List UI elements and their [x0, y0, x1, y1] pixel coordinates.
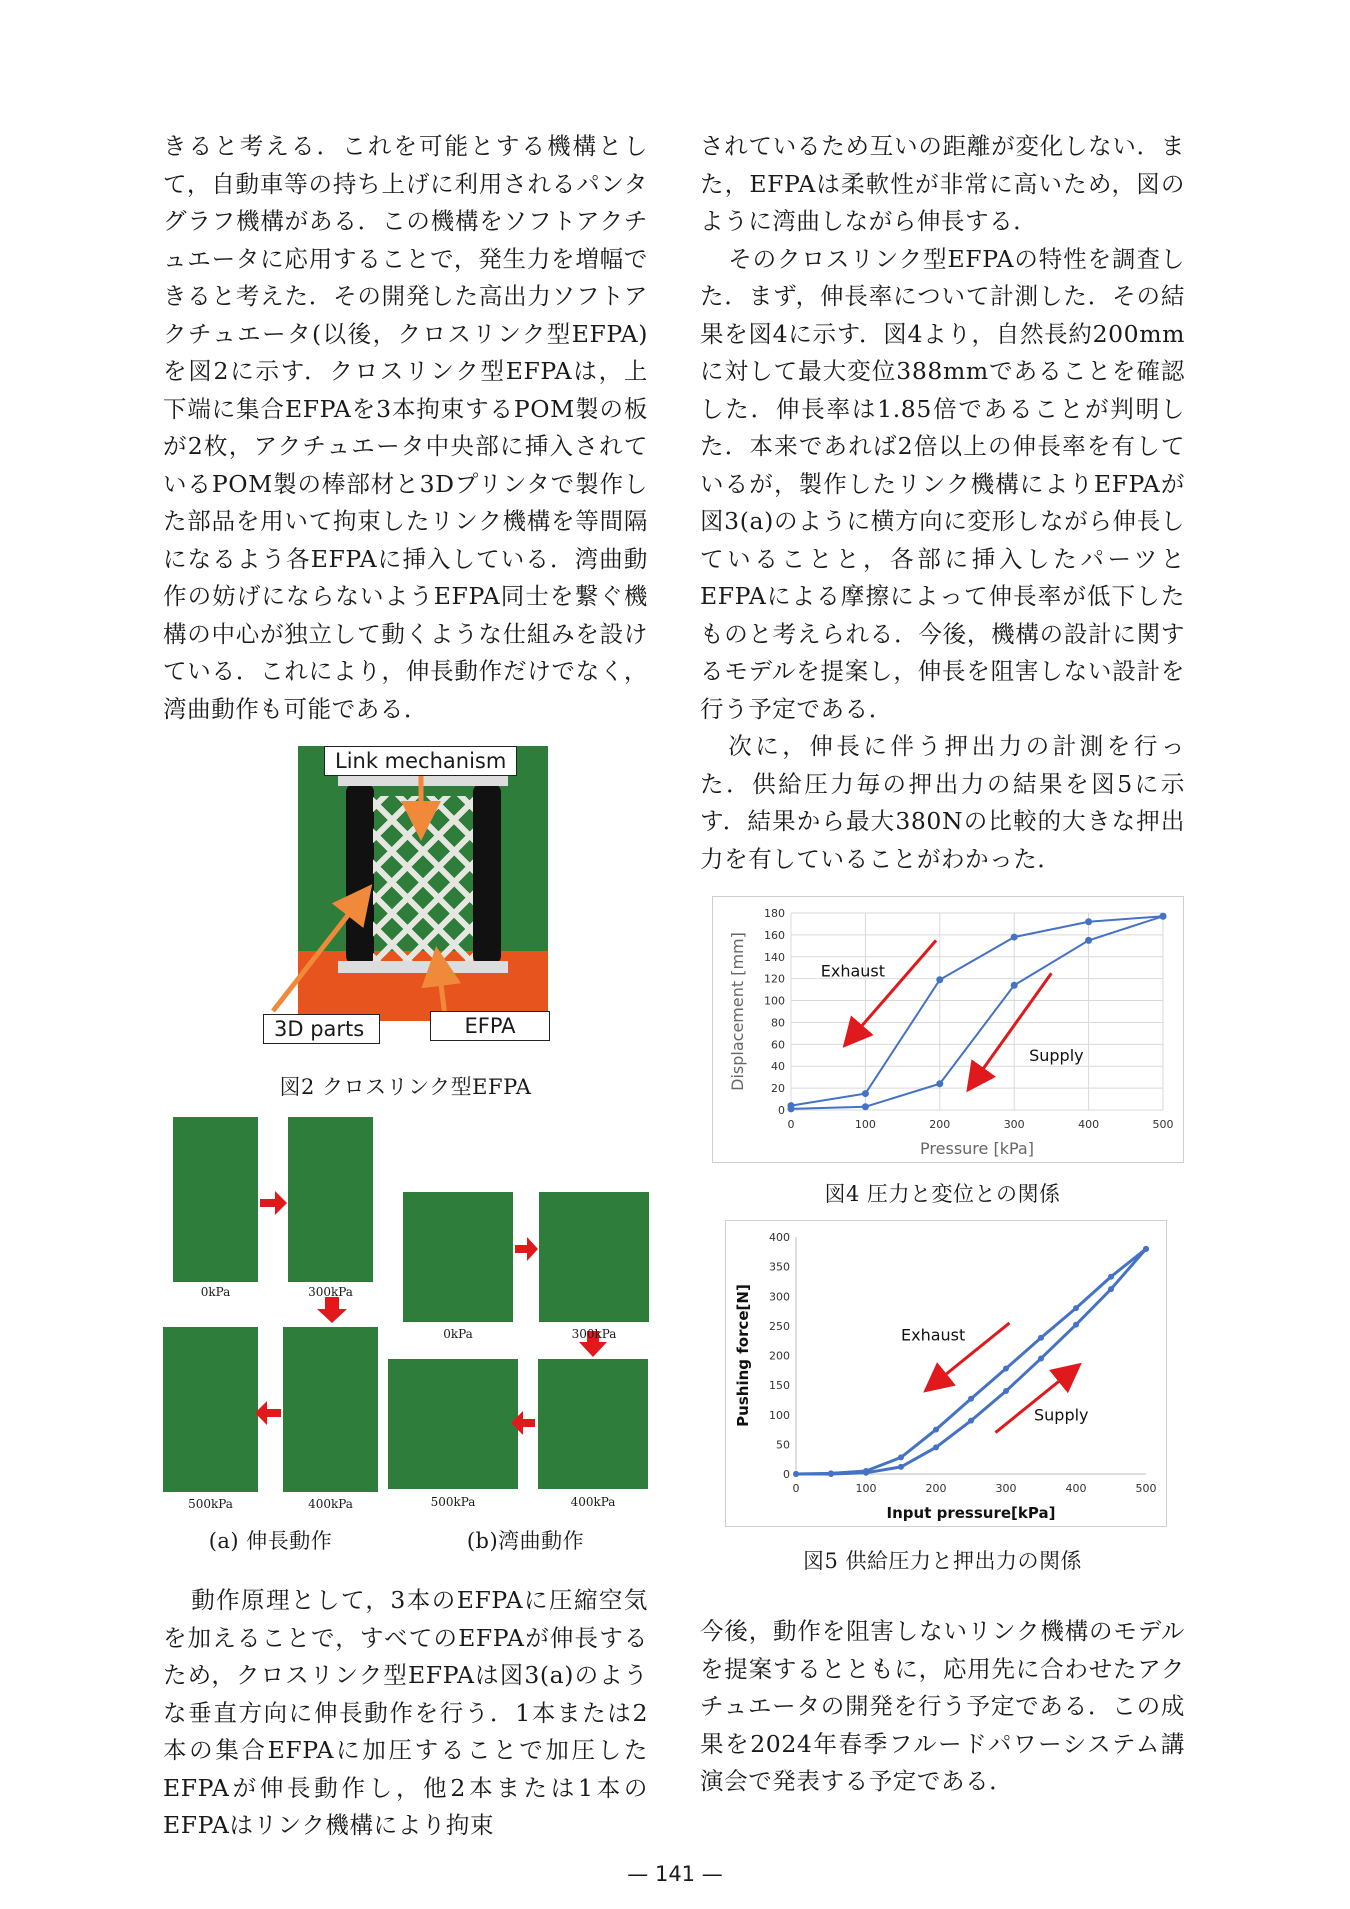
figure-3b-label-1: 300kPa	[571, 1327, 617, 1341]
fig5-xtick-5: 500	[1135, 1482, 1157, 1495]
fig5-annotation-supply: Supply	[1034, 1405, 1089, 1425]
fig4-series-exhaust-point-1	[862, 1090, 869, 1097]
fig5-series-supply-point-9	[1108, 1286, 1114, 1292]
fig5-ytick-3: 150	[769, 1379, 790, 1393]
fig4-ytick-0: 0	[778, 1104, 785, 1117]
fig5-ytick-4: 200	[769, 1349, 790, 1363]
fig5-ylabel: Pushing force[N]	[734, 1284, 752, 1427]
fig5-series-exhaust-point-1	[828, 1470, 834, 1476]
figure-3b-label-0: 0kPa	[443, 1327, 473, 1341]
figure-3a-label-0: 0kPa	[200, 1285, 231, 1299]
fig5-series-exhaust-point-10	[1143, 1246, 1149, 1252]
fig4-xtick-2: 200	[929, 1118, 951, 1131]
left-column	[163, 128, 648, 1845]
fig4-ytick-3: 60	[771, 1038, 785, 1052]
fig5-series-supply-point-8	[1073, 1322, 1079, 1328]
fig4-ytick-5: 100	[764, 994, 785, 1008]
fig5-xtick-2: 200	[925, 1482, 947, 1495]
fig5-series-exhaust-point-6	[1003, 1366, 1009, 1372]
fig5-series-exhaust-point-0	[793, 1471, 799, 1477]
fig4-xtick-5: 500	[1152, 1118, 1174, 1131]
fig4-series-exhaust-point-2	[936, 976, 943, 983]
fig4-xtick-4: 400	[1078, 1118, 1100, 1131]
fig5-ytick-0: 0	[783, 1468, 790, 1481]
fig4-series-supply-line	[791, 916, 1163, 1109]
left-paragraph-1: きると考える．これを可能とする機構として，自動車等の持ち上げに利用されるパンタグラフ機構がある．この機構をソフトアクチュエータに応用することで，発生力を増幅できると考えた．その開発した高出力ソフトアクチュエータ(以後，クロスリンク型EFPA)を図2に示す．クロスリンク型EFPAは，上下端に集合EFPAを3本拘束するPOM製の板が2枚，アクチュエータ中央部に挿入されているPOM製の棒部材と3Dプリンタで製作した部品を用いて拘束したリンク機構を等間隔になるよう各EFPAに挿入している．湾曲動作の妨げにならないようEFPA同士を繋ぐ機構の中心が独立して動くような仕組みを設けている．これにより，伸長動作だけでなく，湾曲動作も可能である．	[163, 132, 648, 723]
figure-3b-label-3: 400kPa	[570, 1495, 616, 1509]
fig5-series-exhaust-point-9	[1108, 1274, 1114, 1280]
figures-4-5	[700, 888, 1185, 1848]
right-paragraph-3: 次に，伸長に伴う押出力の計測を行った．供給圧力毎の押出力の結果を図5に示す．結果から最大380Nの比較的大きな押出力を有していることがわかった．	[700, 732, 1185, 873]
right-paragraph-2: そのクロスリンク型EFPAの特性を調査した．まず，伸長率について計測した．その結果を図4に示す．図4より，自然長約200mmに対して最大変位388mmであることを確認した．伸長率は1.85倍であることが判明した．本来であれば2倍以上の伸長率を有しているが，製作したリンク機構によりEFPAが図3(a)のように横方向に変形しながら伸長していることと，各部に挿入したパーツとEFPAによる摩擦によって伸長率が低下したものと考えられる．今後，機構の設計に関するモデルを提案し，伸長を阻害しない設計を行う予定である．	[700, 244, 1185, 723]
fig4-xtick-1: 100	[854, 1118, 876, 1131]
fig5-series-exhaust-point-3	[898, 1454, 904, 1460]
fig5-series-supply-point-4	[933, 1444, 939, 1450]
figure-3a-label-1: 300kPa	[308, 1285, 353, 1299]
fig4-series-exhaust-point-4	[1085, 918, 1092, 925]
figure-3a-label-2: 500kPa	[188, 1497, 233, 1511]
figure-3a-caption: (a) 伸長動作	[208, 1529, 333, 1553]
fig5-ytick-8: 400	[769, 1231, 790, 1244]
figure-3b-caption: (b)湾曲動作	[466, 1529, 585, 1553]
fig5-series-exhaust-point-8	[1073, 1305, 1079, 1311]
figure-5-chart	[725, 1220, 1167, 1527]
3d-parts-callout: 3D parts	[263, 1014, 380, 1044]
fig5-series-supply-point-3	[898, 1464, 904, 1470]
fig5-svg	[726, 1221, 1166, 1526]
page-number: — 141 —	[627, 1862, 723, 1886]
fig4-series-supply-point-3	[1011, 982, 1018, 989]
fig4-ytick-4: 80	[771, 1016, 785, 1030]
fig5-ytick-2: 100	[769, 1408, 790, 1422]
fig5-xtick-1: 100	[855, 1482, 877, 1495]
fig5-xtick-4: 400	[1065, 1482, 1087, 1495]
fig5-series-exhaust-line	[796, 1249, 1146, 1474]
right-paragraph-4: 今後，動作を阻害しないリンク機構のモデルを提案するとともに，応用先に合わせたアクチュエータの開発を行う予定である．この成果を2024年春季フルードパワーシステム講演会で発表する予定である．	[700, 1617, 1185, 1795]
fig5-ytick-5: 250	[769, 1319, 790, 1333]
fig4-ytick-6: 120	[764, 972, 785, 986]
fig4-ytick-7: 140	[764, 950, 785, 964]
fig4-series-exhaust-point-0	[788, 1102, 795, 1109]
figure-2-caption: 図2 クロスリンク型EFPA	[279, 1075, 532, 1099]
fig4-xlabel: Pressure [kPa]	[920, 1139, 1034, 1158]
right-paragraph-1: されているため互いの距離が変化しない．また，EFPAは柔軟性が非常に高いため，図のように湾曲しながら伸長する．	[700, 132, 1185, 235]
fig4-series-exhaust-point-5	[1160, 913, 1167, 920]
fig5-series-supply-point-6	[1003, 1388, 1009, 1394]
efpa-callout: EFPA	[430, 1011, 550, 1041]
right-column	[700, 128, 1185, 1848]
fig4-ytick-8: 160	[764, 928, 785, 942]
fig5-series-exhaust-point-2	[863, 1468, 869, 1474]
fig4-ytick-2: 40	[771, 1060, 785, 1074]
fig5-series-exhaust-point-5	[968, 1396, 974, 1402]
fig4-series-exhaust-point-3	[1011, 934, 1018, 941]
fig4-ytick-9: 180	[764, 907, 785, 920]
figure-3a-label-3: 400kPa	[308, 1497, 353, 1511]
figure-3	[163, 1117, 648, 1572]
fig4-xtick-3: 300	[1003, 1118, 1025, 1131]
fig4-annotation-exhaust: Exhaust	[820, 961, 886, 981]
fig4-svg	[713, 897, 1183, 1162]
fig5-xtick-0: 0	[792, 1482, 800, 1495]
fig4-xtick-0: 0	[787, 1118, 795, 1131]
fig5-ytick-6: 300	[769, 1290, 790, 1304]
fig5-xlabel: Input pressure[kPa]	[886, 1504, 1056, 1522]
fig5-ytick-7: 350	[769, 1260, 790, 1274]
fig4-annotation-supply: Supply	[1029, 1045, 1084, 1065]
fig4-exhaust-arrow	[851, 940, 937, 1039]
fig5-series-supply-point-5	[968, 1418, 974, 1424]
fig5-series-supply-point-7	[1038, 1355, 1044, 1361]
fig5-series-exhaust-point-7	[1038, 1335, 1044, 1341]
fig4-series-supply-point-1	[862, 1103, 869, 1110]
fig4-ytick-1: 20	[771, 1082, 785, 1096]
fig4-series-supply-point-4	[1085, 937, 1092, 944]
fig5-series-supply-line	[796, 1249, 1146, 1474]
fig4-series-supply-point-2	[936, 1080, 943, 1087]
fig5-annotation-exhaust: Exhaust	[901, 1325, 966, 1345]
figure-3b-label-2: 500kPa	[430, 1495, 476, 1509]
figure-4-caption: 図4 圧力と変位との関係	[824, 1182, 1061, 1206]
figure-4-chart	[712, 896, 1184, 1163]
fig5-series-exhaust-point-4	[933, 1427, 939, 1433]
figure-5-caption: 図5 供給圧力と押出力の関係	[802, 1549, 1083, 1573]
fig5-xtick-3: 300	[995, 1482, 1017, 1495]
figure-2-arrows	[163, 746, 648, 1101]
fig5-ytick-1: 50	[776, 1438, 790, 1452]
link-mechanism-callout: Link mechanism	[324, 746, 517, 776]
fig4-ylabel: Displacement [mm]	[728, 932, 747, 1091]
left-paragraph-2: 動作原理として，3本のEFPAに圧縮空気を加えることで，すべてのEFPAが伸長するため，クロスリンク型EFPAは図3(a)のような垂直方向に伸長動作を行う．1本または2本の集合EFPAに加圧することで加圧したEFPAが伸長動作し，他2本または1本のEFPAはリンク機構により拘束	[163, 1586, 648, 1839]
figure-2	[163, 746, 648, 1101]
